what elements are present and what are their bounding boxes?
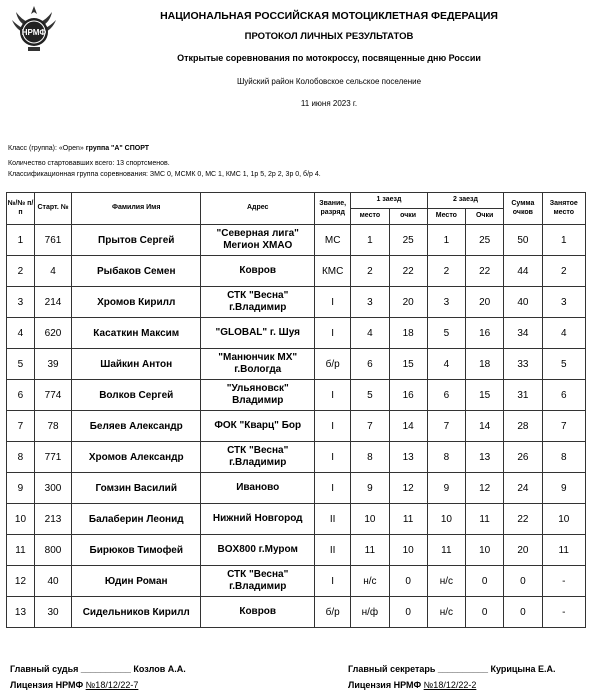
- race2-place: 6: [427, 380, 465, 411]
- protocol-title: ПРОТОКОЛ ЛИЧНЫХ РЕЗУЛЬТАТОВ: [244, 31, 414, 42]
- race1-points: 16: [389, 380, 427, 411]
- final-place: 10: [542, 504, 586, 535]
- athlete-name: Сидельников Кирилл: [72, 597, 201, 628]
- header-final: Занятое место: [542, 193, 586, 225]
- race2-points: 15: [466, 380, 504, 411]
- race2-place: 7: [427, 411, 465, 442]
- start-number: 214: [34, 287, 71, 318]
- race2-points: 14: [466, 411, 504, 442]
- points-sum: 0: [504, 597, 542, 628]
- start-number: 39: [34, 349, 71, 380]
- header-rank: Звание, разряд: [315, 193, 351, 225]
- athlete-rank: II: [315, 504, 351, 535]
- athlete-name: Юдин Роман: [72, 566, 201, 597]
- athlete-name: Гомзин Василий: [72, 473, 201, 504]
- class-info: Класс (группа): «Open» группа "А" СПОРТ: [8, 145, 150, 152]
- race1-place: 4: [351, 318, 389, 349]
- race1-place: 2: [351, 256, 389, 287]
- race2-points: 0: [466, 566, 504, 597]
- race1-points: 0: [389, 566, 427, 597]
- race1-place: 6: [351, 349, 389, 380]
- federation-title: НАЦИОНАЛЬНАЯ РОССИЙСКАЯ МОТОЦИКЛЕТНАЯ ФЕДЕРАЦИЯ: [160, 10, 498, 22]
- chief-judge: Главный судья __________ Козлов А.А.: [10, 664, 186, 674]
- points-sum: 33: [504, 349, 542, 380]
- event-date: 11 июня 2023 г.: [300, 99, 358, 108]
- athlete-name: Беляев Александр: [72, 411, 201, 442]
- athlete-rank: б/р: [315, 349, 351, 380]
- table-row: [7, 225, 586, 256]
- row-number: 4: [7, 318, 35, 349]
- race2-place: 5: [427, 318, 465, 349]
- final-place: 11: [542, 535, 586, 566]
- race2-place: 2: [427, 256, 465, 287]
- points-sum: 31: [504, 380, 542, 411]
- header-r1-points: очки: [389, 209, 427, 225]
- starters-count: Количество стартовавших всего: 13 спортсменов.: [8, 160, 170, 167]
- race2-points: 13: [466, 442, 504, 473]
- event-title: Открытые соревнования по мотокроссу, посвященные дню России: [177, 53, 481, 63]
- race1-points: 13: [389, 442, 427, 473]
- row-number: 10: [7, 504, 35, 535]
- race1-points: 12: [389, 473, 427, 504]
- table-row: [7, 411, 586, 442]
- final-place: 6: [542, 380, 586, 411]
- event-location: Шуйский район Колобовское сельское поселение: [236, 77, 422, 86]
- points-sum: 50: [504, 225, 542, 256]
- federation-logo: [8, 2, 60, 54]
- race1-points: 20: [389, 287, 427, 318]
- points-sum: 28: [504, 411, 542, 442]
- race1-place: 3: [351, 287, 389, 318]
- start-number: 78: [34, 411, 71, 442]
- athlete-address: Нижний Новгород: [201, 504, 315, 535]
- start-number: 30: [34, 597, 71, 628]
- race1-points: 22: [389, 256, 427, 287]
- points-sum: 34: [504, 318, 542, 349]
- athlete-name: Бирюков Тимофей: [72, 535, 201, 566]
- points-sum: 26: [504, 442, 542, 473]
- header-start: Старт. №: [34, 193, 71, 225]
- athlete-address: СТК "Весна" г.Владимир: [201, 287, 315, 318]
- race2-place: 4: [427, 349, 465, 380]
- points-sum: 22: [504, 504, 542, 535]
- table-row: [7, 318, 586, 349]
- race2-place: 9: [427, 473, 465, 504]
- table-row: [7, 287, 586, 318]
- final-place: 5: [542, 349, 586, 380]
- race1-points: 11: [389, 504, 427, 535]
- results-table: [6, 192, 586, 628]
- athlete-name: Балаберин Леонид: [72, 504, 201, 535]
- athlete-name: Хромов Кирилл: [72, 287, 201, 318]
- table-row: [7, 535, 586, 566]
- row-number: 8: [7, 442, 35, 473]
- start-number: 761: [34, 225, 71, 256]
- race2-points: 10: [466, 535, 504, 566]
- race1-place: 8: [351, 442, 389, 473]
- race1-points: 14: [389, 411, 427, 442]
- athlete-address: СТК "Весна" г.Владимир: [201, 442, 315, 473]
- race1-place: 7: [351, 411, 389, 442]
- race2-place: 11: [427, 535, 465, 566]
- points-sum: 24: [504, 473, 542, 504]
- classification-group: Классификационная группа соревнования: ЗМС 0, МСМК 0, МС 1, КМС 1, 1р 5, 2р 2, 3р 0, б/р 4.: [8, 171, 321, 178]
- final-place: 1: [542, 225, 586, 256]
- athlete-name: Касаткин Максим: [72, 318, 201, 349]
- start-number: 4: [34, 256, 71, 287]
- table-row: [7, 473, 586, 504]
- race1-place: 11: [351, 535, 389, 566]
- row-number: 6: [7, 380, 35, 411]
- race2-place: 3: [427, 287, 465, 318]
- athlete-name: Волков Сергей: [72, 380, 201, 411]
- athlete-rank: КМС: [315, 256, 351, 287]
- athlete-address: Иваново: [201, 473, 315, 504]
- table-row: [7, 349, 586, 380]
- athlete-address: Ковров: [201, 256, 315, 287]
- points-sum: 44: [504, 256, 542, 287]
- athlete-rank: I: [315, 380, 351, 411]
- header-name: Фамилия Имя: [72, 193, 201, 225]
- final-place: 3: [542, 287, 586, 318]
- final-place: -: [542, 566, 586, 597]
- race1-points: 15: [389, 349, 427, 380]
- race2-place: 1: [427, 225, 465, 256]
- table-row: [7, 380, 586, 411]
- table-row: [7, 566, 586, 597]
- race1-place: 5: [351, 380, 389, 411]
- start-number: 40: [34, 566, 71, 597]
- row-number: 9: [7, 473, 35, 504]
- race1-points: 10: [389, 535, 427, 566]
- athlete-rank: I: [315, 566, 351, 597]
- header-r1-place: место: [351, 209, 389, 225]
- points-sum: 20: [504, 535, 542, 566]
- race2-points: 12: [466, 473, 504, 504]
- race2-points: 11: [466, 504, 504, 535]
- athlete-rank: I: [315, 442, 351, 473]
- athlete-address: ФОК "Кварц" Бор: [201, 411, 315, 442]
- header-race2: 2 заезд: [427, 193, 504, 209]
- race2-points: 0: [466, 597, 504, 628]
- row-number: 7: [7, 411, 35, 442]
- row-number: 1: [7, 225, 35, 256]
- start-number: 620: [34, 318, 71, 349]
- race2-place: 10: [427, 504, 465, 535]
- race1-points: 0: [389, 597, 427, 628]
- row-number: 5: [7, 349, 35, 380]
- race1-place: н/ф: [351, 597, 389, 628]
- row-number: 2: [7, 256, 35, 287]
- athlete-rank: I: [315, 473, 351, 504]
- athlete-name: Шайкин Антон: [72, 349, 201, 380]
- race2-place: 8: [427, 442, 465, 473]
- start-number: 774: [34, 380, 71, 411]
- race1-place: 10: [351, 504, 389, 535]
- header-r2-points: Очки: [466, 209, 504, 225]
- row-number: 13: [7, 597, 35, 628]
- athlete-rank: МС: [315, 225, 351, 256]
- final-place: 7: [542, 411, 586, 442]
- table-row: [7, 442, 586, 473]
- start-number: 771: [34, 442, 71, 473]
- final-place: 4: [542, 318, 586, 349]
- header-address: Адрес: [201, 193, 315, 225]
- athlete-address: Ковров: [201, 597, 315, 628]
- athlete-address: "Ульяновск" Владимир: [201, 380, 315, 411]
- row-number: 3: [7, 287, 35, 318]
- row-number: 12: [7, 566, 35, 597]
- race2-points: 18: [466, 349, 504, 380]
- header-num: №/№ п/п: [7, 193, 35, 225]
- race2-points: 20: [466, 287, 504, 318]
- judge-license: Лицензия НРМФ №18/12/22-7: [10, 680, 139, 690]
- final-place: 2: [542, 256, 586, 287]
- athlete-address: BOX800 г.Муром: [201, 535, 315, 566]
- race1-place: н/с: [351, 566, 389, 597]
- athlete-name: Прытов Сергей: [72, 225, 201, 256]
- race1-points: 18: [389, 318, 427, 349]
- row-number: 11: [7, 535, 35, 566]
- results-body: [7, 225, 586, 628]
- athlete-rank: I: [315, 318, 351, 349]
- athlete-address: "Северная лига" Мегион ХМАО: [201, 225, 315, 256]
- race2-place: н/с: [427, 597, 465, 628]
- header-sum: Сумма очков: [504, 193, 542, 225]
- athlete-address: СТК "Весна" г.Владимир: [201, 566, 315, 597]
- athlete-rank: II: [315, 535, 351, 566]
- athlete-address: "Манюнчик МХ" г.Вологда: [201, 349, 315, 380]
- secretary-license: Лицензия НРМФ №18/12/22-2: [348, 680, 477, 690]
- start-number: 800: [34, 535, 71, 566]
- race1-place: 9: [351, 473, 389, 504]
- athlete-name: Рыбаков Семен: [72, 256, 201, 287]
- athlete-address: "GLOBAL" г. Шуя: [201, 318, 315, 349]
- table-row: [7, 256, 586, 287]
- race1-place: 1: [351, 225, 389, 256]
- race2-points: 25: [466, 225, 504, 256]
- header-race1: 1 заезд: [351, 193, 428, 209]
- start-number: 213: [34, 504, 71, 535]
- race1-points: 25: [389, 225, 427, 256]
- athlete-rank: б/р: [315, 597, 351, 628]
- athlete-rank: I: [315, 411, 351, 442]
- start-number: 300: [34, 473, 71, 504]
- table-row: [7, 597, 586, 628]
- race2-place: н/с: [427, 566, 465, 597]
- header-r2-place: Место: [427, 209, 465, 225]
- final-place: 9: [542, 473, 586, 504]
- final-place: 8: [542, 442, 586, 473]
- race2-points: 16: [466, 318, 504, 349]
- athlete-name: Хромов Александр: [72, 442, 201, 473]
- athlete-rank: I: [315, 287, 351, 318]
- svg-text:НРМФ: НРМФ: [21, 28, 47, 37]
- table-row: [7, 504, 586, 535]
- chief-secretary: Главный секретарь __________ Курицына Е.А.: [348, 664, 556, 674]
- final-place: -: [542, 597, 586, 628]
- points-sum: 40: [504, 287, 542, 318]
- points-sum: 0: [504, 566, 542, 597]
- race2-points: 22: [466, 256, 504, 287]
